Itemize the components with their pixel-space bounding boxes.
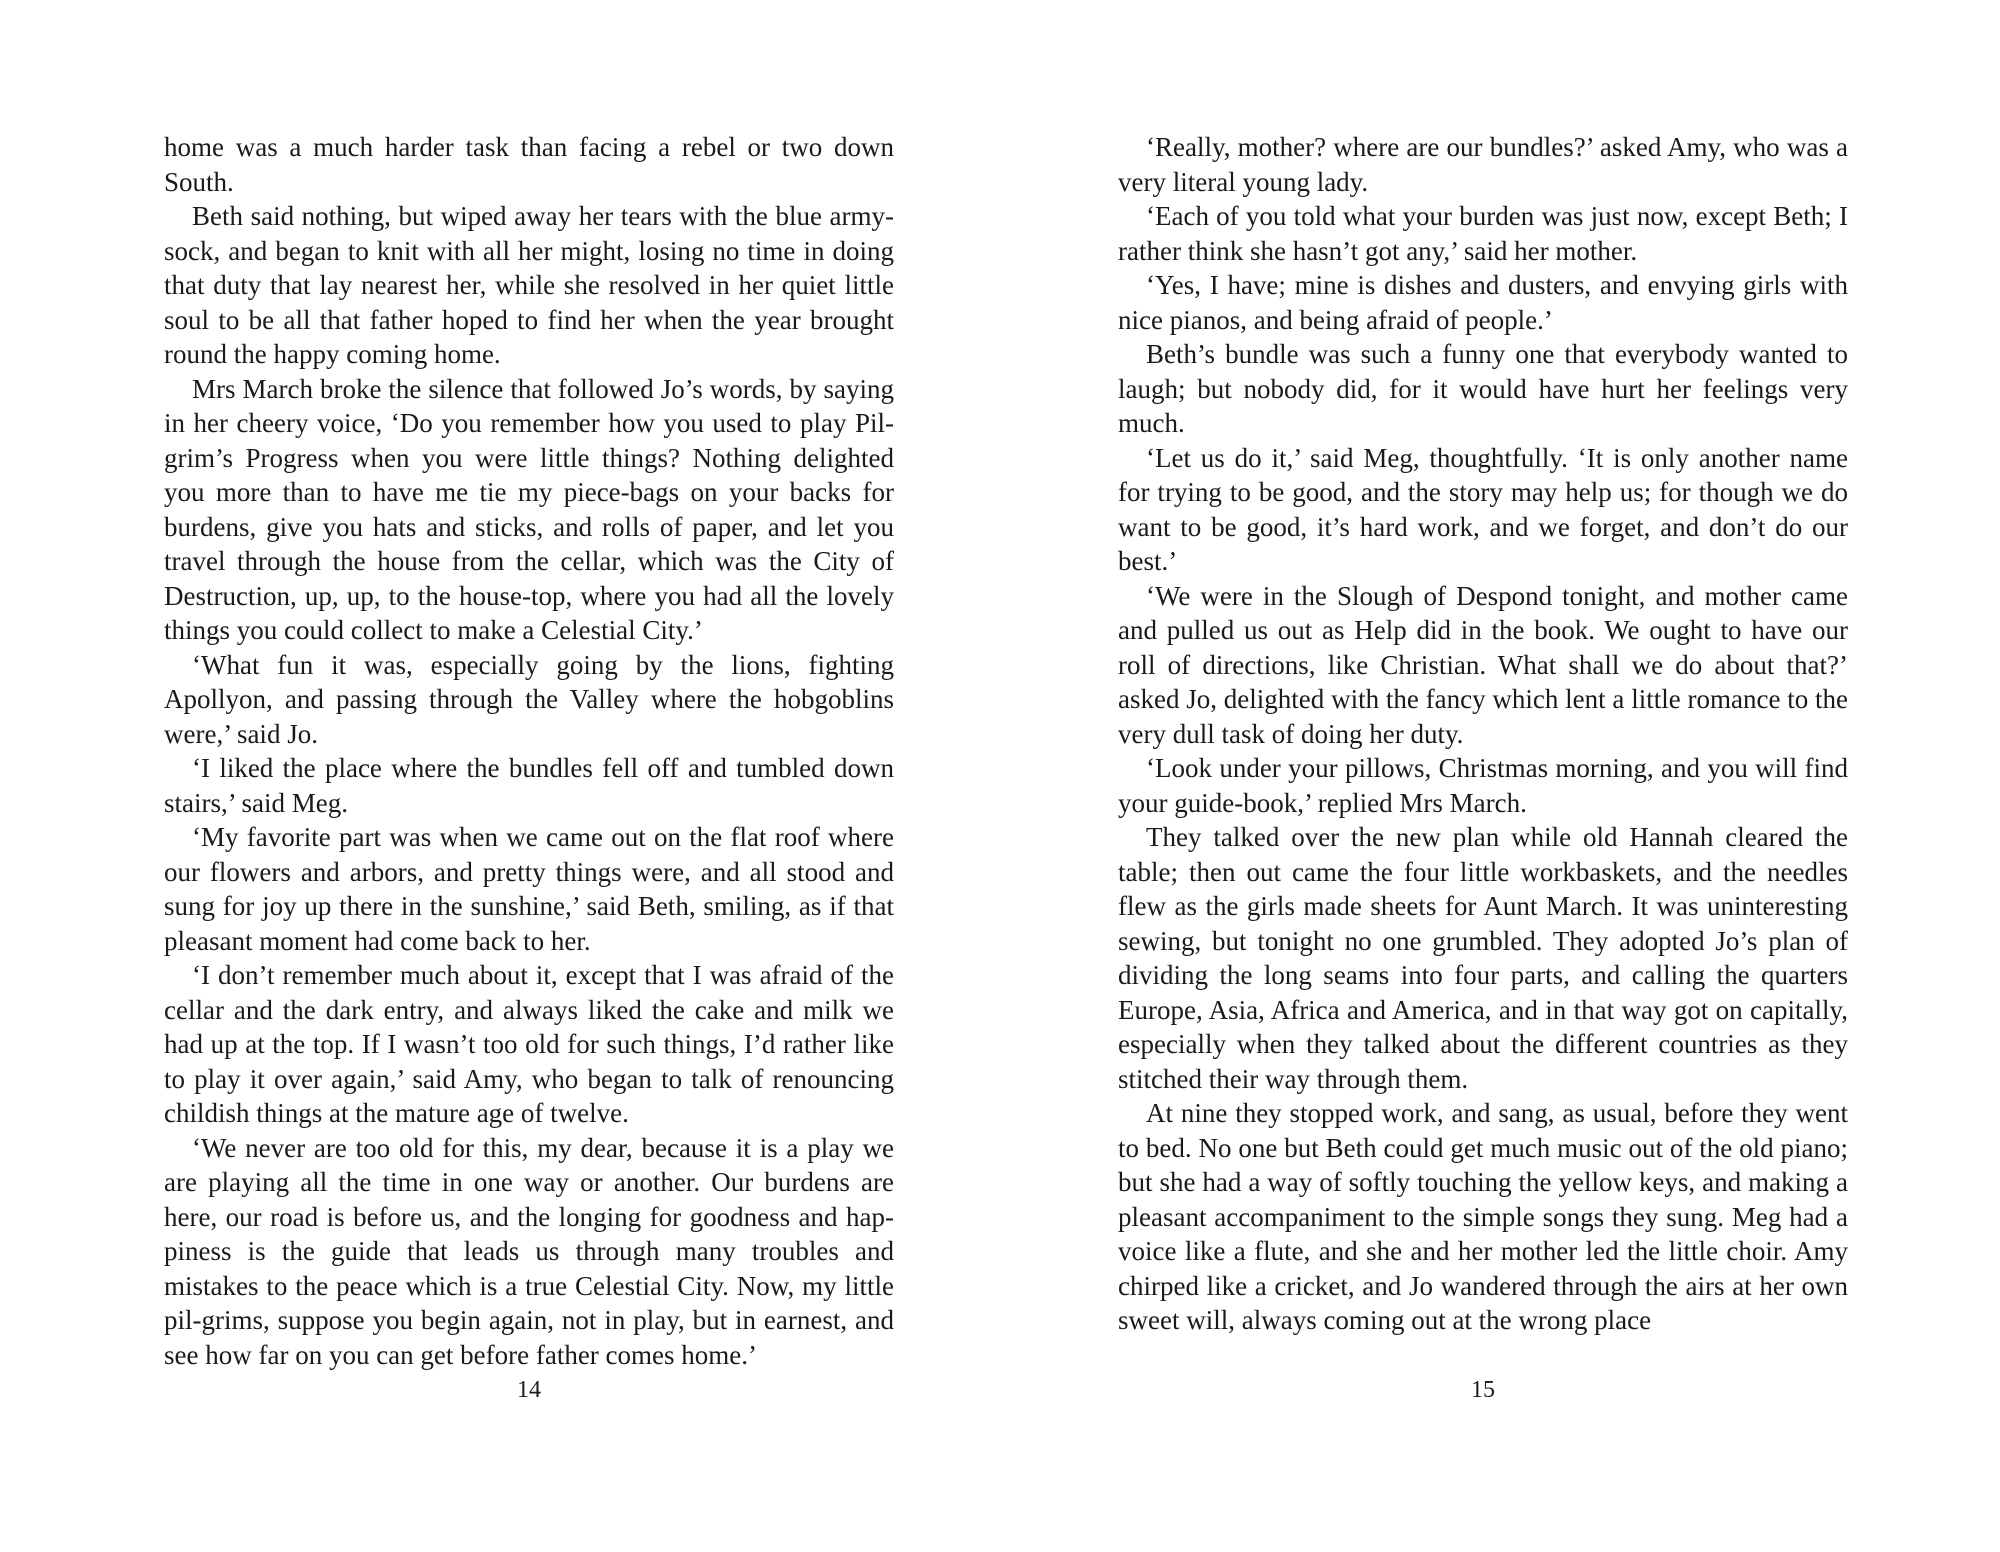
right-page bbox=[1118, 130, 1848, 1338]
paragraph: ‘We were in the Slough of Despond tonight, and mother came and pulled us out as Help did in the book. We ought to have our roll of directions, like Christian. What shall we do about that?’ asked Jo, delighted with the fancy which lent a little romance to the very dull task of doing her duty. bbox=[1118, 580, 1848, 749]
right-page-text bbox=[1118, 130, 1848, 1338]
paragraph: ‘What fun it was, especially going by the lions, fighting Apollyon, and passing through the Valley where the hobgoblins were,’ said Jo. bbox=[164, 649, 894, 749]
paragraph: At nine they stopped work, and sang, as usual, before they went to bed. No one but Beth could get much music out of the old piano; but she had a way of softly touching the yellow keys, and making a pleasant accompaniment to the simple songs they sung. Meg had a voice like a flute, and she and her mother led the little choir. Amy chirped like a cricket, and Jo wandered through the airs at her own sweet will, always coming out at the wrong place bbox=[1118, 1098, 1848, 1335]
paragraph: ‘We never are too old for this, my dear, because it is a play we are playing all the time in one way or another. Our burdens are here, our road is before us, and the longing for goodness and hap-piness is the guide that leads us through many troubles and mistakes to the peace which is a true Celestial City. Now, my little pil-grims, suppose you begin again, not in play, but in earnest, and see how far on you can get before father comes home.’ bbox=[164, 1132, 894, 1370]
paragraph: ‘Each of you told what your burden was just now, except Beth; I rather think she hasn’t got any,’ said her mother. bbox=[1118, 201, 1848, 266]
paragraph: ‘I liked the place where the bundles fell off and tumbled down stairs,’ said Meg. bbox=[164, 753, 894, 818]
paragraph: ‘Really, mother? where are our bundles?’ asked Amy, who was a very literal young lady. bbox=[1118, 132, 1848, 197]
paragraph: Beth’s bundle was such a funny one that everybody wanted to laugh; but nobody did, for it would have hurt her feelings very much. bbox=[1118, 339, 1848, 438]
left-page-text bbox=[164, 130, 894, 1372]
paragraph: ‘My favorite part was when we came out on the flat roof where our flowers and arbors, and pretty things were, and all stood and sung for joy up there in the sunshine,’ said Beth, smiling, as if that pleasant moment had come back to her. bbox=[164, 822, 894, 956]
paragraph: ‘Look under your pillows, Christmas morning, and you will find your guide-book,’ replied Mrs March. bbox=[1118, 753, 1848, 818]
left-page-number: 14 bbox=[517, 1377, 541, 1403]
paragraph: ‘Yes, I have; mine is dishes and dusters, and envying girls with nice pianos, and being afraid of people.’ bbox=[1118, 270, 1848, 335]
paragraph: They talked over the new plan while old Hannah cleared the table; then out came the four little workbaskets, and the needles flew as the girls made sheets for Aunt March. It was uninteresting sewing, but tonight no one grumbled. They adopted Jo’s plan of dividing the long seams into four parts, and calling the quarters Europe, Asia, Africa and America, and in that way got on capitally, especially when they talked about the different countries as they stitched their way through them. bbox=[1118, 822, 1848, 1094]
paragraph: Beth said nothing, but wiped away her tears with the blue army-sock, and began to knit with all her might, losing no time in doing that duty that lay nearest her, while she resolved in her quiet little soul to be all that father hoped to find her when the year brought round the happy coming home. bbox=[164, 201, 894, 369]
paragraph: home was a much harder task than facing a rebel or two down South. bbox=[164, 132, 894, 197]
paragraph: ‘Let us do it,’ said Meg, thoughtfully. ‘It is only another name for trying to be good, and the story may help us; for though we do want to be good, it’s hard work, and we forget, and don’t do our best.’ bbox=[1118, 442, 1848, 576]
paragraph: ‘I don’t remember much about it, except that I was afraid of the cellar and the dark entry, and always liked the cake and milk we had up at the top. If I wasn’t too old for such things, I’d rather like to play it over again,’ said Amy, who began to talk of renouncing childish things at the mature age of twelve. bbox=[164, 960, 894, 1128]
right-page-number: 15 bbox=[1471, 1377, 1495, 1403]
left-page bbox=[164, 130, 894, 1372]
paragraph: Mrs March broke the silence that followed Jo’s words, by saying in her cheery voice, ‘Do you remember how you used to play Pil-grim’s Progress when you were little things? Nothing delighted you more than to have me tie my piece-bags on your backs for burdens, give you hats and sticks, and rolls of paper, and let you travel through the house from the cellar, which was the City of Destruction, up, up, to the house-top, where you had all the lovely things you could collect to make a Celestial City.’ bbox=[164, 373, 894, 645]
